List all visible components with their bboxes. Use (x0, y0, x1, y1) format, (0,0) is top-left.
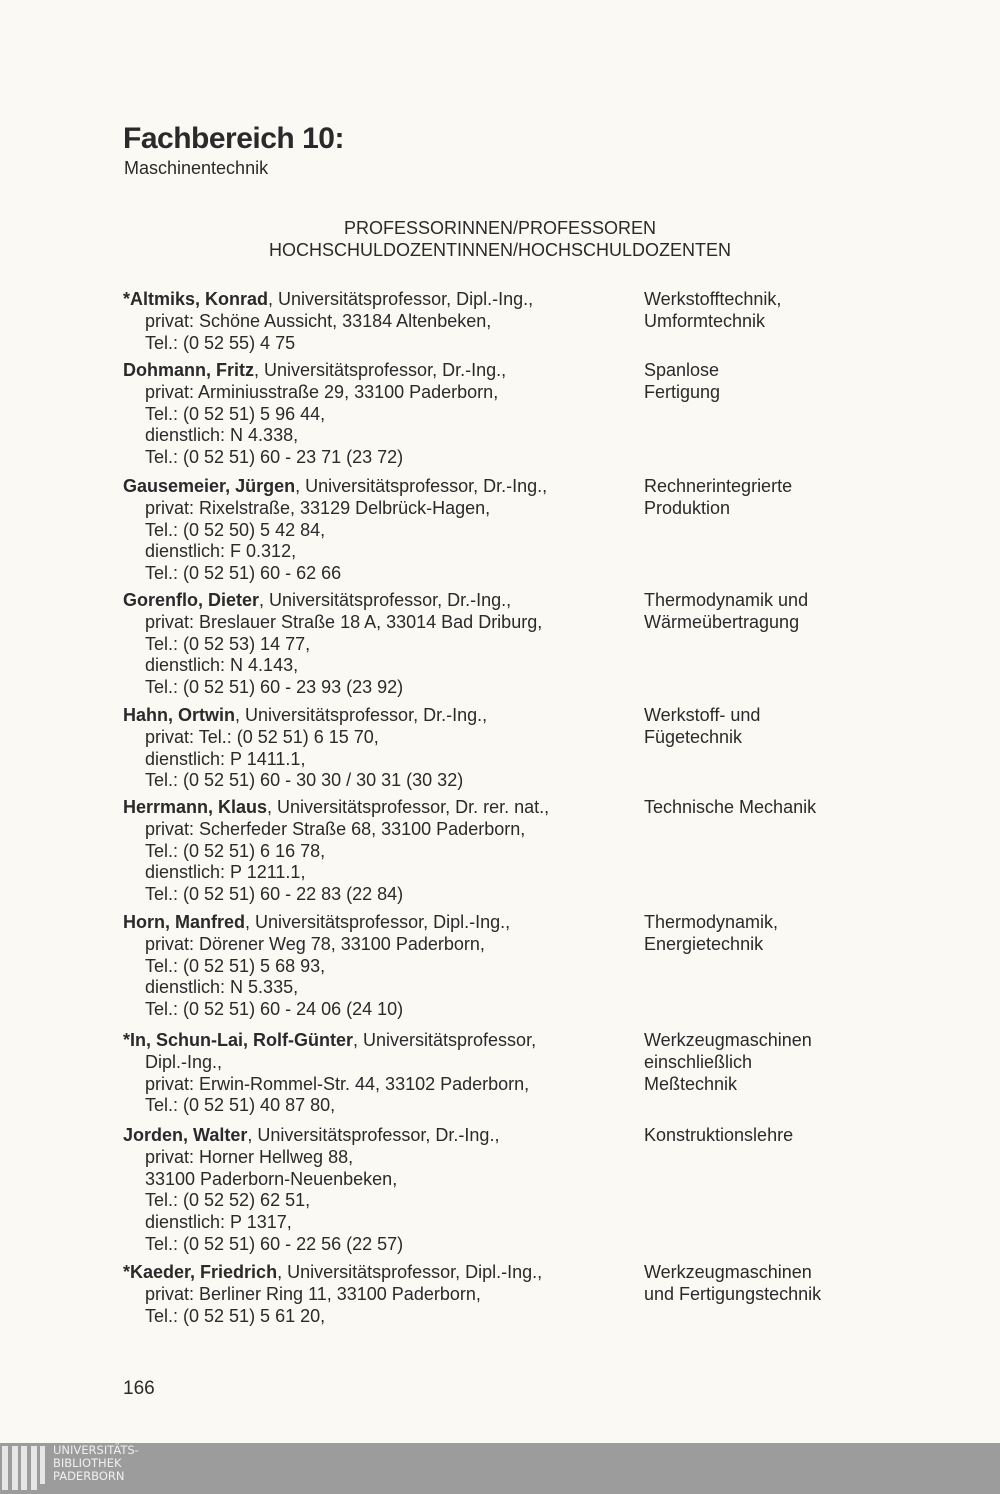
entry-detail-line: Tel.: (0 52 51) 40 87 80, (145, 1095, 336, 1116)
entry-detail-line: privat: Dörener Weg 78, 33100 Paderborn, (145, 933, 485, 954)
entry-detail-line: privat: Erwin-Rommel-Str. 44, 33102 Paderborn, (145, 1073, 530, 1094)
subject-line: und Fertigungstechnik (644, 1283, 822, 1304)
entry-detail-line: Tel.: (0 52 51) 5 61 20, (145, 1305, 326, 1326)
subject-line: Fügetechnik (644, 726, 743, 747)
position: , Universitätsprofessor, Dr.-Ing., (247, 1125, 500, 1145)
entry-detail-line: privat: Rixelstraße, 33129 Delbrück-Hagen, (145, 497, 491, 518)
entry-detail-line: Tel.: (0 52 52) 62 51, (145, 1190, 311, 1211)
entry-detail-line: privat: Tel.: (0 52 51) 6 15 70, (145, 726, 379, 747)
entry-detail-line: Tel.: (0 52 55) 4 75 (145, 332, 296, 353)
position: , Universitätsprofessor, Dr.-Ing., (295, 476, 548, 496)
subject-line: Thermodynamik, (644, 912, 779, 932)
subject-line: Technische Mechanik (644, 797, 817, 817)
entry-detail-line: privat: Berliner Ring 11, 33100 Paderborn, (145, 1283, 481, 1304)
subject-line: Werkzeugmaschinen (644, 1262, 812, 1282)
position: , Universitätsprofessor, Dipl.-Ing., (245, 912, 511, 932)
subject-line: Produktion (644, 497, 731, 518)
entry-first-line (123, 1125, 633, 1147)
person-name: Jorden, Walter (123, 1125, 248, 1145)
subject-area (644, 1262, 821, 1306)
position: , Universitätsprofessor, Dr.-Ing., (235, 705, 488, 725)
subject-line: Fertigung (644, 381, 721, 402)
entry-detail-line: Tel.: (0 52 51) 60 - 22 56 (22 57) (145, 1233, 404, 1254)
person-name: *In, Schun-Lai, Rolf-Günter (123, 1030, 353, 1050)
subject-area (644, 912, 778, 956)
entry-detail-line: privat: Arminiusstraße 29, 33100 Paderborn, (145, 381, 499, 402)
entry-detail-line: dienstlich: N 4.338, (145, 425, 299, 446)
entry-detail-line: Tel.: (0 52 51) 6 16 78, (145, 840, 326, 861)
entry-detail-line: dienstlich: N 5.335, (145, 977, 299, 998)
person-name: Dohmann, Fritz (123, 360, 254, 380)
entry-first-line (123, 705, 633, 727)
entry-detail-line: Tel.: (0 52 51) 60 - 23 71 (23 72) (145, 447, 404, 468)
entry-detail-line: Tel.: (0 52 51) 60 - 22 83 (22 84) (145, 884, 404, 905)
entry-detail-line: dienstlich: P 1411.1, (145, 748, 306, 769)
position: , Universitätsprofessor, Dr.-Ing., (259, 590, 512, 610)
position: , Universitätsprofessor, Dipl.-Ing., (277, 1262, 543, 1282)
entry-detail-line: privat: Horner Hellweg 88, (145, 1146, 354, 1167)
entry-first-line (123, 476, 633, 498)
subject-area (644, 289, 781, 333)
subject-area (644, 705, 760, 749)
subject-line: Werkstofftechnik, (644, 289, 782, 309)
entry-first-line (123, 797, 633, 819)
entry-first-line (123, 590, 633, 612)
position: , Universitätsprofessor, Dr. rer. nat., (267, 797, 550, 817)
entry-first-line (123, 1262, 633, 1284)
library-footer (0, 1443, 1000, 1494)
entry-detail-line: privat: Scherfeder Straße 68, 33100 Paderborn, (145, 818, 526, 839)
subject-area (644, 797, 816, 819)
position: , Universitätsprofessor, Dr.-Ing., (254, 360, 507, 380)
subject-line: Spanlose (644, 360, 720, 380)
entry-detail-line: 33100 Paderborn-Neuenbeken, (145, 1168, 398, 1189)
position: , Universitätsprofessor, Dipl.-Ing., (268, 289, 534, 309)
entry-detail-line: Tel.: (0 52 51) 5 96 44, (145, 403, 326, 424)
subject-line: Konstruktionslehre (644, 1125, 794, 1145)
entry-first-line (123, 360, 633, 382)
page-title: Fachbereich 10: (123, 122, 344, 155)
entry-detail-line: Tel.: (0 52 51) 60 - 24 06 (24 10) (145, 999, 404, 1020)
logo-line: BIBLIOTHEK (53, 1456, 122, 1470)
subject-line: Umformtechnik (644, 310, 766, 331)
entry-first-line (123, 912, 633, 934)
entry-detail-line: Tel.: (0 52 51) 5 68 93, (145, 955, 326, 976)
subject-line: Thermodynamik und (644, 590, 809, 610)
subject-area (644, 1030, 812, 1095)
entry-detail-line: privat: Breslauer Straße 18 A, 33014 Bad Driburg, (145, 611, 543, 632)
entry-detail-line: Tel.: (0 52 51) 60 - 30 30 / 30 31 (30 32) (145, 770, 464, 791)
entry-detail-line: dienstlich: P 1211.1, (145, 862, 306, 883)
entry-detail-line: Tel.: (0 52 51) 60 - 23 93 (23 92) (145, 677, 404, 698)
subject-line: Werkzeugmaschinen (644, 1030, 812, 1050)
entry-detail-line: privat: Schöne Aussicht, 33184 Altenbeken, (145, 310, 492, 331)
subject-area (644, 476, 792, 520)
subject-area (644, 590, 808, 634)
entry-detail-line: Tel.: (0 52 51) 60 - 62 66 (145, 563, 342, 584)
person-name: Gorenflo, Dieter (123, 590, 260, 610)
section-heading-line2: HOCHSCHULDOZENTINNEN/HOCHSCHULDOZENTEN (268, 240, 732, 260)
subject-line: einschließlich (644, 1051, 753, 1072)
entry-detail-line: Dipl.-Ing., (145, 1051, 223, 1072)
subject-line: Energietechnik (644, 933, 764, 954)
entry-first-line (123, 289, 633, 311)
subject-area (644, 1125, 793, 1147)
person-name: Hahn, Ortwin (123, 705, 235, 725)
person-name: Herrmann, Klaus (123, 797, 268, 817)
position: , Universitätsprofessor, (353, 1030, 537, 1050)
subject-line: Wärmeübertragung (644, 611, 800, 632)
subject-line: Rechnerintegrierte (644, 476, 793, 496)
entry-detail-line: dienstlich: N 4.143, (145, 655, 299, 676)
entry-detail-line: Tel.: (0 52 53) 14 77, (145, 633, 311, 654)
page-subtitle: Maschinentechnik (124, 158, 269, 178)
entry-detail-line: Tel.: (0 52 50) 5 42 84, (145, 519, 326, 540)
entry-first-line (123, 1030, 633, 1052)
library-logo-text (53, 1444, 139, 1483)
person-name: Horn, Manfred (123, 912, 246, 932)
section-heading-line1: PROFESSORINNEN/PROFESSOREN (343, 218, 657, 238)
entry-detail-line: dienstlich: P 1317, (145, 1212, 292, 1233)
person-name: *Kaeder, Friedrich (123, 1262, 278, 1282)
person-name: Gausemeier, Jürgen (123, 476, 296, 496)
logo-line: UNIVERSITÄTS- (53, 1443, 139, 1457)
subject-line: Werkstoff- und (644, 705, 761, 725)
subject-line: Meßtechnik (644, 1073, 738, 1094)
entry-detail-line: dienstlich: F 0.312, (145, 541, 297, 562)
subject-area (644, 360, 720, 404)
person-name: *Altmiks, Konrad (123, 289, 269, 309)
page-number: 166 (123, 1378, 155, 1399)
logo-line: PADERBORN (53, 1469, 125, 1483)
